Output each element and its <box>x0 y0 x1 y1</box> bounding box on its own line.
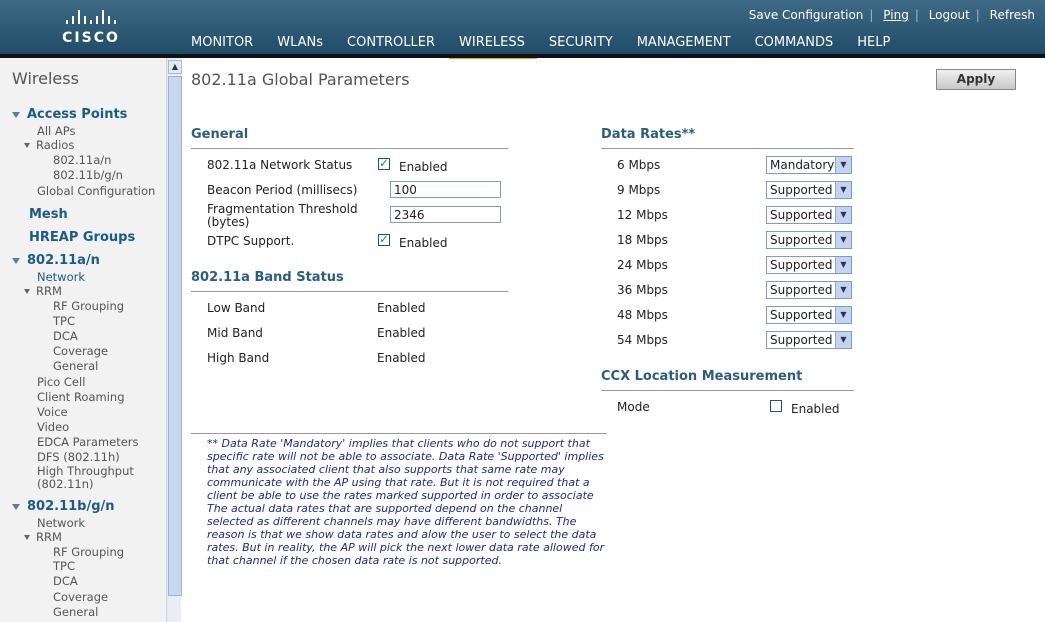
top-links: Save Configuration | Ping | Logout | Refresh <box>748 8 1035 22</box>
sidebar-title: Wireless <box>12 69 79 88</box>
rate-label: 18 Mbps <box>617 233 668 247</box>
dropdown-arrow-icon: ▼ <box>835 182 851 198</box>
top-header <box>0 0 1045 58</box>
dtpc-support-checkbox[interactable] <box>378 234 390 246</box>
mid-band-label: Mid Band <box>207 326 263 340</box>
fragmentation-threshold-unit: (bytes) <box>207 215 250 229</box>
refresh-link[interactable]: Refresh <box>989 8 1035 22</box>
data-rates-divider <box>601 148 854 149</box>
save-configuration-link[interactable]: Save Configuration <box>748 8 864 22</box>
rate-label: 6 Mbps <box>617 158 661 172</box>
low-band-value: Enabled <box>377 301 426 315</box>
rate-48-select[interactable]: Supported ▼ <box>766 306 852 324</box>
sidebar-item-video[interactable]: Video <box>37 420 70 434</box>
expand-arrow-icon <box>12 258 20 264</box>
network-status-enabled-label: Enabled <box>399 160 448 174</box>
rate-9-select[interactable]: Supported ▼ <box>766 181 852 199</box>
band-status-heading: 802.11a Band Status <box>191 270 344 285</box>
expand-arrow-icon <box>24 535 30 540</box>
sidebar-item-a-tpc[interactable]: TPC <box>53 314 75 328</box>
nav-commands[interactable]: COMMANDS <box>754 35 834 50</box>
ccx-mode-checkbox[interactable] <box>770 400 782 412</box>
nav-security[interactable]: SECURITY <box>548 35 613 50</box>
rate-label: 48 Mbps <box>617 308 668 322</box>
general-heading: General <box>191 127 249 142</box>
sidebar-item-pico-cell[interactable]: Pico Cell <box>37 375 86 389</box>
high-band-label: High Band <box>207 351 270 365</box>
expand-arrow-icon <box>24 143 30 148</box>
scroll-thumb[interactable] <box>168 76 182 596</box>
page-title: 802.11a Global Parameters <box>191 70 410 89</box>
dropdown-arrow-icon: ▼ <box>835 282 851 298</box>
sidebar-item-radio-a[interactable]: 802.11a/n <box>53 153 112 167</box>
high-band-value: Enabled <box>377 351 426 365</box>
rate-label: 54 Mbps <box>617 333 668 347</box>
beacon-period-label: Beacon Period (millisecs) <box>207 183 358 197</box>
dropdown-arrow-icon: ▼ <box>835 157 851 173</box>
expand-arrow-icon <box>12 112 20 118</box>
network-status-label: 802.11a Network Status <box>207 158 353 172</box>
nav-help[interactable]: HELP <box>857 35 891 50</box>
rate-12-select[interactable]: Supported ▼ <box>766 206 852 224</box>
rate-label: 12 Mbps <box>617 208 668 222</box>
dropdown-arrow-icon: ▼ <box>835 307 851 323</box>
expand-arrow-icon <box>12 504 20 510</box>
fragmentation-threshold-input[interactable]: 2346 <box>390 206 501 223</box>
sidebar-item-radio-bg[interactable]: 802.11b/g/n <box>53 168 123 182</box>
main-nav <box>191 35 914 55</box>
sidebar-item-voice[interactable]: Voice <box>37 405 68 419</box>
ccx-mode-enabled-label: Enabled <box>791 402 840 416</box>
sidebar-item-bg-network[interactable]: Network <box>37 516 86 530</box>
ccx-mode-label: Mode <box>617 400 650 414</box>
low-band-label: Low Band <box>207 301 266 315</box>
rate-36-select[interactable]: Supported ▼ <box>766 281 852 299</box>
cisco-logo-bars <box>56 8 126 24</box>
rate-24-select[interactable]: Supported ▼ <box>766 256 852 274</box>
nav-controller[interactable]: CONTROLLER <box>347 35 435 50</box>
cisco-logo <box>56 8 126 52</box>
beacon-period-input[interactable]: 100 <box>390 181 501 198</box>
sidebar-item-radios[interactable]: Radios <box>24 138 74 152</box>
dropdown-arrow-icon: ▼ <box>835 207 851 223</box>
fragmentation-threshold-label: Fragmentation Threshold <box>207 202 358 216</box>
ccx-heading: CCX Location Measurement <box>601 369 803 384</box>
note-divider <box>191 433 607 434</box>
sidebar-item-bg-coverage[interactable]: Coverage <box>53 590 109 604</box>
rate-label: 9 Mbps <box>617 183 661 197</box>
sidebar-item-a-dca[interactable]: DCA <box>53 329 78 343</box>
sidebar <box>0 58 167 622</box>
logout-link[interactable]: Logout <box>928 8 970 22</box>
ccx-divider <box>601 390 854 391</box>
apply-button[interactable]: Apply <box>936 69 1016 90</box>
data-rates-heading: Data Rates** <box>601 127 696 142</box>
dropdown-arrow-icon: ▼ <box>835 332 851 348</box>
sidebar-item-high-throughput[interactable]: High Throughput <box>37 464 134 478</box>
rate-label: 24 Mbps <box>617 258 668 272</box>
sidebar-item-a-network[interactable]: Network <box>37 270 86 284</box>
sidebar-item-edca-parameters[interactable]: EDCA Parameters <box>37 435 139 449</box>
sidebar-item-global-configuration[interactable]: Global Configuration <box>37 184 156 198</box>
nav-wireless[interactable]: WIRELESS <box>459 35 537 55</box>
sidebar-item-802-11bg[interactable]: 802.11b/g/n <box>12 499 115 514</box>
sidebar-item-a-coverage[interactable]: Coverage <box>53 344 109 358</box>
general-divider <box>191 148 508 149</box>
band-status-divider <box>191 291 508 292</box>
data-rate-note: ** Data Rate 'Mandatory' implies that clients who do not support that specific rate will not be able to associate. Data Rate 'Supported' implies that any associated client that also supports that same rate may communicate with the AP using that rate. But it is not required that a client be able to use the rates marked supported in order to associate The actual data rates that are supported depend on the channel selected as different channels may have different bandwidths. The reason is that we show data rates and alow the user to select the data rates. But in reality, the AP will pick the next lower data rate allowed for that channel if the chosen data rate is not supported. <box>207 437 605 567</box>
sidebar-item-bg-rf-grouping[interactable]: RF Grouping <box>53 545 125 559</box>
dropdown-arrow-icon: ▼ <box>835 257 851 273</box>
sidebar-item-a-general[interactable]: General <box>53 359 99 373</box>
ping-link[interactable]: Ping <box>883 8 909 22</box>
sidebar-item-mesh[interactable]: Mesh <box>29 207 68 222</box>
rate-18-select[interactable]: Supported ▼ <box>766 231 852 249</box>
dropdown-arrow-icon: ▼ <box>835 232 851 248</box>
sidebar-scrollbar[interactable] <box>166 58 181 622</box>
nav-monitor[interactable]: MONITOR <box>191 35 254 50</box>
rate-6-select[interactable]: Mandatory ▼ <box>766 156 852 174</box>
scroll-up-icon[interactable]: ▲ <box>168 60 182 74</box>
sidebar-item-hreap-groups[interactable]: HREAP Groups <box>29 230 136 245</box>
sidebar-item-access-points[interactable]: Access Points <box>12 107 127 122</box>
sidebar-item-dfs[interactable]: DFS (802.11h) <box>37 450 120 464</box>
mid-band-value: Enabled <box>377 326 426 340</box>
expand-arrow-icon <box>24 289 30 294</box>
sidebar-item-high-throughput-sub[interactable]: (802.11n) <box>37 477 94 491</box>
dtpc-support-enabled-label: Enabled <box>399 236 448 250</box>
cisco-logo-text: CISCO <box>62 30 120 46</box>
sidebar-item-bg-dca[interactable]: DCA <box>53 574 78 588</box>
sidebar-item-bg-rrm[interactable]: RRM <box>24 530 62 544</box>
rate-54-select[interactable]: Supported ▼ <box>766 331 852 349</box>
sidebar-item-client-roaming[interactable]: Client Roaming <box>37 390 125 404</box>
sidebar-item-802-11a[interactable]: 802.11a/n <box>12 253 100 268</box>
sidebar-item-all-aps[interactable]: All APs <box>37 124 76 138</box>
dtpc-support-label: DTPC Support. <box>207 234 295 248</box>
sidebar-item-a-rf-grouping[interactable]: RF Grouping <box>53 299 125 313</box>
sidebar-item-bg-tpc[interactable]: TPC <box>53 559 75 573</box>
nav-wlans[interactable]: WLANs <box>277 35 324 50</box>
sidebar-item-bg-general[interactable]: General <box>53 605 99 619</box>
nav-management[interactable]: MANAGEMENT <box>636 35 731 50</box>
rate-label: 36 Mbps <box>617 283 668 297</box>
sidebar-item-a-rrm[interactable]: RRM <box>24 284 62 298</box>
network-status-checkbox[interactable] <box>378 158 390 170</box>
